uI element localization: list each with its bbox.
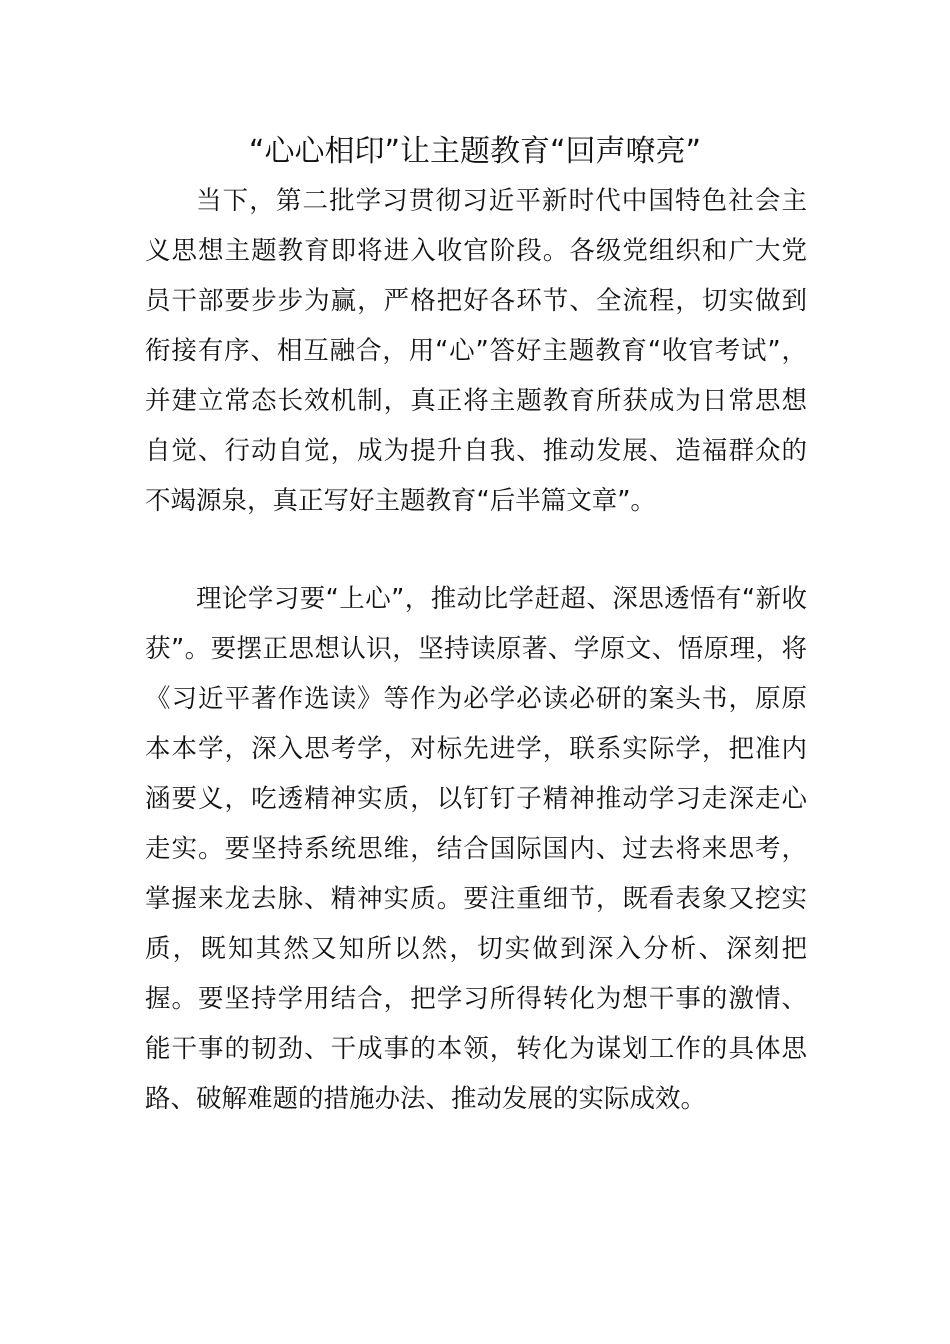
- paragraph-1: 当下，第二批学习贯彻习近平新时代中国特色社会主义思想主题教育即将进入收官阶段。各级党组织和广大党员干部要步步为赢，严格把好各环节、全流程，切实做到衔接有序、相互融合，用“心”答好主题教育“收官考试”，并建立常态长效机制，真正将主题教育所获成为日常思想自觉、行动自觉，成为提升自我、推动发展、造福群众的不竭源泉，真正写好主题教育“后半篇文章”。: [145, 186, 807, 516]
- paragraph-2: 理论学习要“上心”，推动比学赶超、深思透悟有“新收获”。要摆正思想认识，坚持读原著、学原文、悟原理，将《习近平著作选读》等作为必学必读必研的案头书，原原本本学，深入思考学，对标先进学，联系实际学，把准内涵要义，吃透精神实质，以钉钉子精神推动学习走深走心走实。要坚持系统思维，结合国际国内、过去将来思考，掌握来龙去脉、精神实质。要注重细节，既看表象又挖实质，既知其然又知所以然，切实做到深入分析、深刻把握。要坚持学用结合，把学习所得转化为想干事的激情、能干事的韧劲、干成事的本领，转化为谋划工作的具体思路、破解难题的措施办法、推动发展的实际成效。: [145, 584, 807, 1114]
- document-title: “心心相印”让主题教育“回声嘹亮”: [248, 134, 702, 169]
